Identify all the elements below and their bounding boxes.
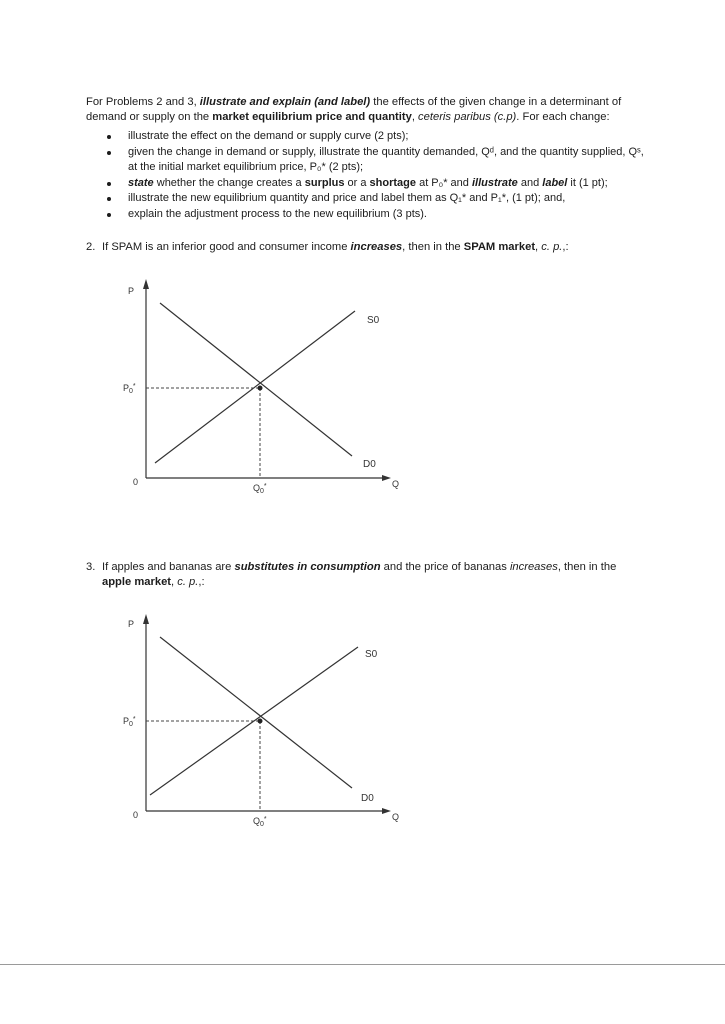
equilibrium-price-star: *	[132, 716, 136, 723]
problem-bold: SPAM market	[463, 241, 536, 253]
equilibrium-price-symbol: P	[123, 383, 130, 393]
instruction-item	[86, 176, 656, 192]
equilibrium-quantity-star: *	[263, 816, 267, 823]
instruction-list	[86, 129, 656, 222]
problem-bold: apple market	[102, 576, 172, 588]
quantity-axis-label: Q	[392, 812, 400, 822]
supply-subscript: 0	[371, 649, 378, 660]
problem-italic: increases	[509, 561, 558, 573]
demand-curve-label	[363, 459, 376, 470]
problem-text: , then in the	[402, 241, 464, 253]
problem-text: , then in the	[557, 561, 617, 573]
equilibrium-price-subscript: 0	[129, 388, 133, 395]
demand-letter: D	[361, 793, 369, 804]
instruction-item	[86, 207, 656, 223]
supply-curve-label	[367, 315, 380, 326]
instruction-emphasis: illustrate	[471, 176, 518, 189]
equilibrium-quantity-label	[253, 483, 267, 495]
instruction-text: it (1 pt);	[567, 176, 608, 189]
instruction-item	[86, 191, 656, 207]
page-divider	[0, 964, 725, 965]
equilibrium-quantity-star: *	[263, 483, 267, 490]
problem-text: ,:	[198, 576, 205, 588]
instructions-paragraph	[86, 95, 656, 125]
demand-curve-label	[361, 793, 374, 804]
intro-text: For Problems 2 and 3,	[86, 96, 200, 108]
instruction-emphasis: state	[128, 176, 154, 189]
equilibrium-price-subscript: 0	[129, 721, 133, 728]
problem-text: If apples and bananas are	[102, 561, 235, 573]
quantity-axis-arrow	[382, 475, 391, 481]
quantity-axis-arrow	[382, 808, 391, 814]
demand-subscript: 0	[368, 793, 374, 804]
instruction-text: or a	[344, 176, 370, 189]
demand-letter: D	[363, 459, 371, 470]
equilibrium-price-star: *	[132, 383, 136, 390]
instruction-bold: shortage	[369, 176, 417, 189]
price-axis-label: P	[128, 619, 135, 629]
intro-text: ,	[411, 111, 419, 123]
intro-emphasis: illustrate and explain (and label)	[199, 96, 371, 108]
problem-emphasis: substitutes in consumption	[234, 561, 381, 573]
problem-text: ,	[171, 576, 178, 588]
instruction-text: illustrate the effect on the demand or supply curve (2 pts);	[128, 130, 409, 142]
equilibrium-price-symbol: P	[123, 716, 130, 726]
instructions	[86, 95, 656, 222]
price-axis-label: P	[128, 286, 135, 296]
equilibrium-point	[258, 719, 263, 724]
instruction-text: and	[517, 176, 543, 189]
problem-number: 2.	[86, 241, 96, 253]
instruction-text: at P₀* and	[416, 176, 472, 189]
equilibrium-quantity-label	[253, 816, 267, 828]
origin-label: 0	[133, 477, 139, 487]
price-axis-arrow	[143, 614, 149, 624]
instruction-text: whether the change creates a	[153, 176, 305, 189]
demand-curve	[160, 303, 352, 456]
instruction-text: given the change in demand or supply, illustrate the quantity demanded, Qᵈ, and the quantity supplied, Qˢ, at the initial market equilibrium price, P₀* (2 pts);	[128, 145, 644, 173]
intro-text: . For each change:	[516, 111, 610, 123]
instruction-item	[86, 129, 656, 145]
problem-italic: c. p.	[541, 241, 563, 253]
problem-text: and the price of bananas	[380, 561, 510, 573]
supply-demand-graph-problem-3	[0, 610, 725, 830]
problem-3-prompt	[86, 560, 666, 590]
equilibrium-quantity-symbol: Q	[253, 483, 261, 493]
equilibrium-quantity-subscript: 0	[260, 488, 264, 495]
equilibrium-price-label	[123, 383, 136, 395]
demand-subscript: 0	[370, 459, 376, 470]
equilibrium-price-label	[123, 716, 136, 728]
supply-letter: S	[367, 315, 374, 326]
intro-bold: market equilibrium price and quantity	[212, 111, 412, 123]
supply-curve	[155, 311, 355, 463]
problem-2-prompt	[86, 240, 666, 255]
problem-text: ,	[535, 241, 542, 253]
supply-demand-graph-problem-2	[0, 275, 725, 495]
price-axis-arrow	[143, 279, 149, 289]
instruction-item	[86, 145, 656, 176]
equilibrium-quantity-symbol: Q	[253, 816, 261, 826]
quantity-axis-label: Q	[392, 479, 400, 489]
instruction-bold: surplus	[304, 176, 345, 189]
supply-letter: S	[365, 649, 372, 660]
demand-curve	[160, 637, 352, 788]
problem-italic: c. p.	[177, 576, 199, 588]
equilibrium-quantity-subscript: 0	[260, 821, 264, 828]
problem-emphasis: increases	[350, 241, 403, 253]
intro-text: the effects of the given change in a determinant of demand or supply on the	[86, 96, 622, 123]
problem-number: 3.	[86, 561, 96, 573]
problem-text: If SPAM is an inferior good and consumer income	[102, 241, 351, 253]
origin-label: 0	[133, 810, 139, 820]
problem-text: ,:	[562, 241, 569, 253]
instruction-text: illustrate the new equilibrium quantity and price and label them as Q₁* and P₁*, (1 pt); and,	[128, 192, 566, 204]
instruction-text: explain the adjustment process to the new equilibrium (3 pts).	[128, 207, 427, 220]
instruction-emphasis: label	[542, 176, 568, 189]
equilibrium-point	[258, 386, 263, 391]
intro-italic: ceteris paribus (c.p)	[418, 111, 517, 123]
supply-curve-label	[365, 649, 378, 660]
supply-subscript: 0	[373, 315, 380, 326]
